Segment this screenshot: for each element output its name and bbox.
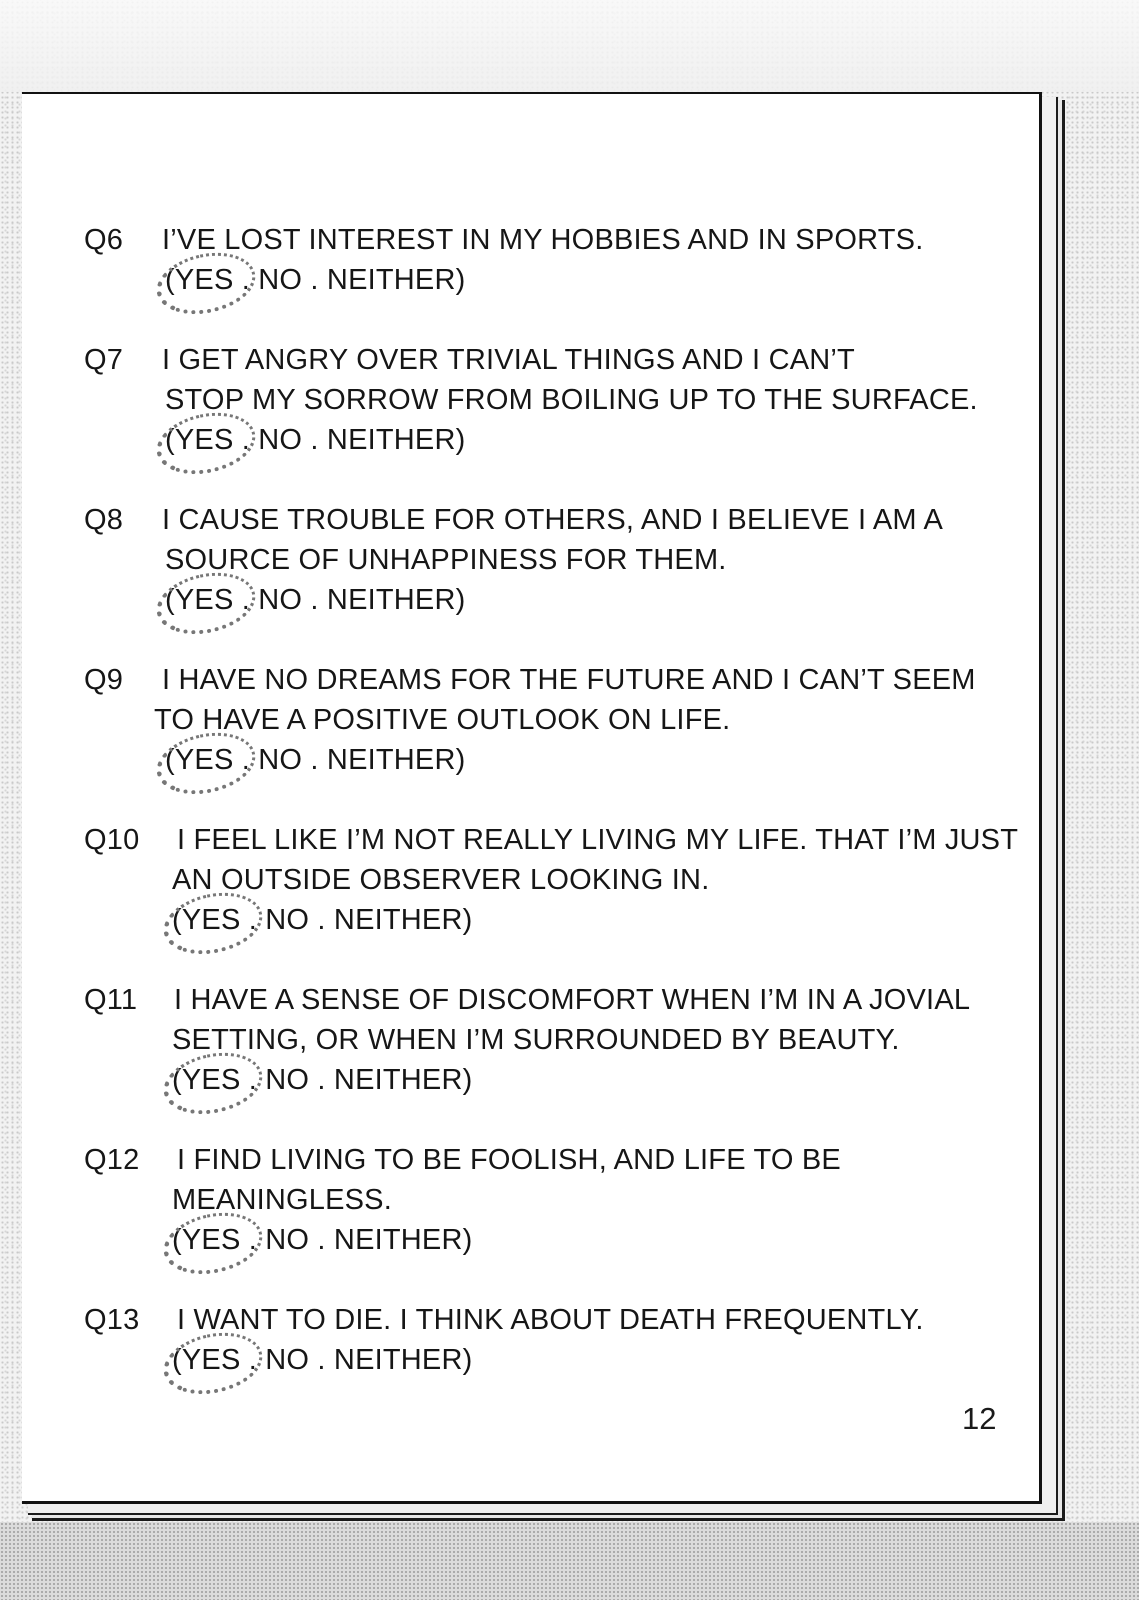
answer-options: (YES . NO . NEITHER) bbox=[165, 744, 466, 776]
answer-options: (YES . NO . NEITHER) bbox=[165, 584, 466, 616]
background-bottom bbox=[0, 1522, 1139, 1600]
question-text-line: I WANT TO DIE. I THINK ABOUT DEATH FREQUENTLY. bbox=[177, 1304, 924, 1336]
question-text-line: MEANINGLESS. bbox=[172, 1184, 392, 1216]
question-text-line: STOP MY SORROW FROM BOILING UP TO THE SURFACE. bbox=[165, 384, 978, 416]
question-text-line: TO HAVE A POSITIVE OUTLOOK ON LIFE. bbox=[154, 704, 731, 736]
question-number: Q7 bbox=[84, 344, 124, 376]
answer-options: (YES . NO . NEITHER) bbox=[172, 904, 473, 936]
question-text-line: I HAVE NO DREAMS FOR THE FUTURE AND I CAN’T SEEM bbox=[162, 664, 976, 696]
question-text-line: SETTING, OR WHEN I’M SURROUNDED BY BEAUTY. bbox=[172, 1024, 900, 1056]
question-number: Q10 bbox=[84, 824, 140, 856]
question-number: Q6 bbox=[84, 224, 124, 256]
answer-options: (YES . NO . NEITHER) bbox=[172, 1344, 473, 1376]
page-number: 12 bbox=[962, 1401, 997, 1436]
question-text-line: I GET ANGRY OVER TRIVIAL THINGS AND I CAN’T bbox=[162, 344, 855, 376]
question-text-line: AN OUTSIDE OBSERVER LOOKING IN. bbox=[172, 864, 710, 896]
question-number: Q8 bbox=[84, 504, 124, 536]
question-text-line: I FEEL LIKE I’M NOT REALLY LIVING MY LIFE. THAT I’M JUST bbox=[177, 824, 1019, 856]
question-text-line: I CAUSE TROUBLE FOR OTHERS, AND I BELIEVE I AM A bbox=[162, 504, 943, 536]
answer-options: (YES . NO . NEITHER) bbox=[172, 1064, 473, 1096]
answer-options: (YES . NO . NEITHER) bbox=[165, 264, 466, 296]
answer-options: (YES . NO . NEITHER) bbox=[165, 424, 466, 456]
questionnaire-page bbox=[22, 92, 1042, 1504]
question-number: Q12 bbox=[84, 1144, 140, 1176]
question-text-line: SOURCE OF UNHAPPINESS FOR THEM. bbox=[165, 544, 727, 576]
background-top bbox=[0, 0, 1139, 92]
question-number: Q13 bbox=[84, 1304, 140, 1336]
question-text-line: I HAVE A SENSE OF DISCOMFORT WHEN I’M IN A JOVIAL bbox=[174, 984, 971, 1016]
question-number: Q9 bbox=[84, 664, 124, 696]
answer-options: (YES . NO . NEITHER) bbox=[172, 1224, 473, 1256]
question-number: Q11 bbox=[84, 984, 138, 1016]
question-text-line: I’VE LOST INTEREST IN MY HOBBIES AND IN SPORTS. bbox=[162, 224, 924, 256]
question-text-line: I FIND LIVING TO BE FOOLISH, AND LIFE TO BE bbox=[177, 1144, 841, 1176]
